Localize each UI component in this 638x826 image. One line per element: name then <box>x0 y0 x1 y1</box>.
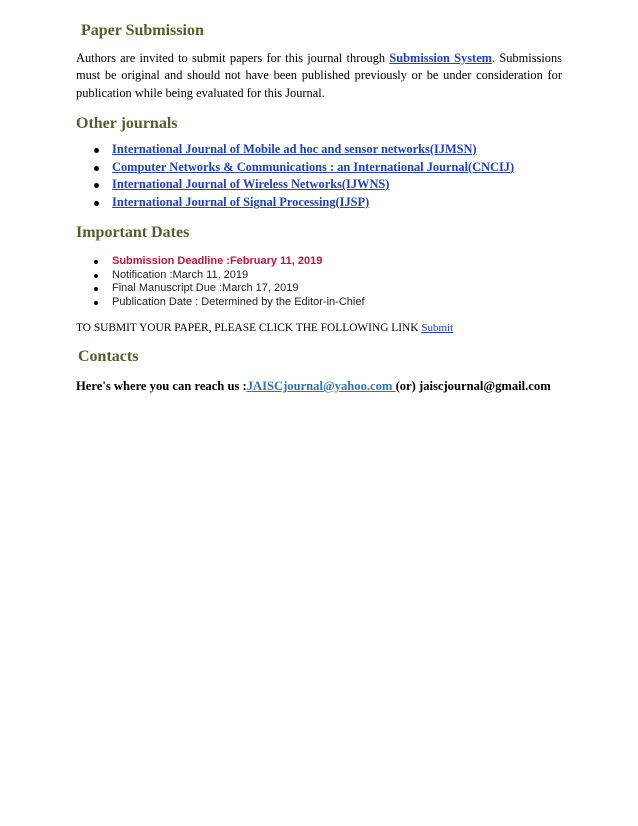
contact-text: Here's where you can reach us : <box>76 379 247 393</box>
list-item <box>94 194 564 212</box>
paper-submission-paragraph <box>76 50 562 102</box>
date-final-manuscript: Final Manuscript Due :March 17, 2019 <box>94 282 564 296</box>
email-gmail: jaiscjournal@gmail.com <box>419 379 551 393</box>
submit-link[interactable]: Submit <box>421 322 454 334</box>
other-journals-list <box>94 141 564 211</box>
other-journals-heading: Other journals <box>76 115 178 132</box>
contact-line <box>76 379 551 394</box>
list-item <box>94 141 564 159</box>
important-dates-list <box>94 255 564 309</box>
date-publication: Publication Date : Determined by the Editor-in-Chief <box>94 296 564 310</box>
journal-link-ijwns[interactable]: International Journal of Wireless Networks(IJWNS) <box>112 177 390 192</box>
journal-link-ijsp[interactable]: International Journal of Signal Processing(IJSP) <box>112 194 370 209</box>
date-submission-deadline: Submission Deadline :February 11, 2019 <box>94 255 564 269</box>
list-item <box>94 176 564 194</box>
date-notification: Notification :March 11, 2019 <box>94 269 564 283</box>
submit-instruction <box>76 322 453 334</box>
important-dates-heading: Important Dates <box>76 224 190 241</box>
paragraph-text-before: Authors are invited to submit papers for this journal through <box>76 51 390 65</box>
paragraph-text-after: . Submissions must be original and should not have been published previously or be under consideration for publication while being evaluated for this Journal. <box>76 51 562 100</box>
paper-submission-heading: Paper Submission <box>81 22 204 39</box>
email-link-yahoo[interactable]: JAISCjournal@yahoo.com <box>246 379 396 393</box>
contacts-heading: Contacts <box>78 348 139 365</box>
submission-system-link[interactable]: Submission System <box>389 51 493 65</box>
submit-text: TO SUBMIT YOUR PAPER, PLEASE CLICK THE FOLLOWING LINK <box>76 322 422 334</box>
journal-link-ijmsn[interactable]: International Journal of Mobile ad hoc and sensor networks(IJMSN) <box>112 142 477 156</box>
list-item <box>94 159 564 177</box>
contact-or: (or) <box>395 379 419 393</box>
journal-link-cncij[interactable]: Computer Networks & Communications : an International Journal(CNCIJ) <box>112 159 515 174</box>
